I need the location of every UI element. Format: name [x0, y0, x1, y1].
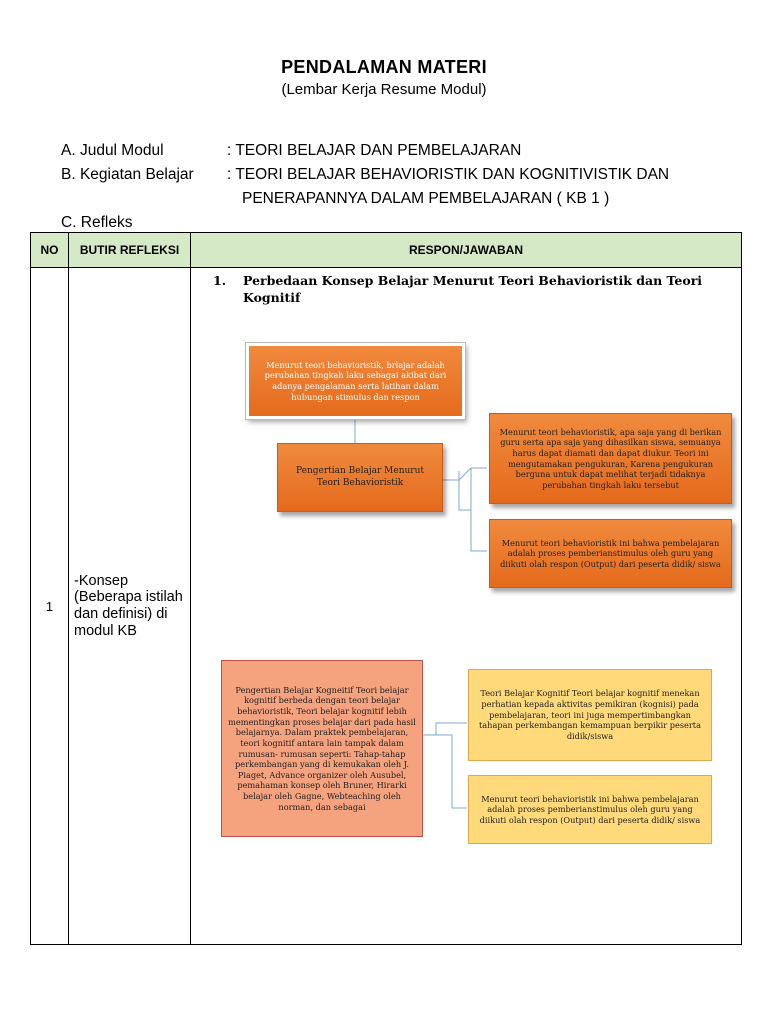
activity-value-line1: : TEORI BELAJAR BEHAVIORISTIK DAN KOGNITIVISTIK DAN	[227, 166, 670, 183]
row-butir: -Konsep (Beberapa istilah dan definisi) di modul KB	[69, 268, 191, 945]
cognitive-learning-box: Menurut teori behavioristik ini bahwa pembelajaran adalah proses pemberianstimulus oleh guru yang diikuti olah respon (Output) dari peserta didik/ siswa	[468, 775, 712, 844]
heading-text: Perbedaan Konsep Belajar Menurut Teori Behavioristik dan Teori Kognitif	[243, 273, 703, 305]
table-row	[31, 268, 742, 945]
cognitive-definition-box: Pengertian Belajar Kogneitif Teori belajar kognitif berbeda dengan teori belajar behavioristik, Teori belajar kognitif lebih mementingkan proses belajar dari pada hasil belajarnya. Dalam praktek pembelajaran, teori kognitif antara lain tampak dalam rumusan- rumusan seperti: Tahap-tahap perkembangan yang di kemukakan oleh J. Piaget, Advance organizer oleh Ausubel, pemahaman konsep oleh Bruner, Hirarki belajar oleh Gagne, Webteaching oleh norman, dan sebagai	[221, 660, 423, 837]
header-no: NO	[31, 233, 69, 268]
behavioristic-definition-box: Menurut teori behavioristik, brlajar adalah perubahan tingkah laku sebagai akibat dari adanya pengalaman serta latihan dalam hubungan stimulus dan respon	[246, 343, 465, 419]
row-number: 1	[31, 268, 69, 945]
activity-value-line2: PENERAPANNYA DALAM PEMBELAJARAN ( KB 1 )	[242, 190, 610, 207]
module-title-label: A. Judul Modul	[61, 142, 164, 159]
page-subtitle: (Lembar Kerja Resume Modul)	[281, 81, 487, 98]
reflection-table	[30, 232, 742, 945]
row-response	[191, 268, 742, 945]
behavioristic-measurement-box: Menurut teori behavioristik, apa saja yang di berikan guru serta apa saja yang dihasilkan siswa, semuanya harus dapat diamati dan dapat diukur. Teori ini mengutamakan pengukuran, Karena pengukuran berguna untuk dapat melihat terjadi tidaknya perubahan tingkah laku tersebut	[489, 413, 732, 504]
activity-label: B. Kegiatan Belajar	[61, 166, 194, 183]
cognitive-theory-box: Teori Belajar Kognitif Teori belajar kognitif menekan perhatian kepada aktivitas pemikiran (kognisi) pada pembelajaran, teori ini juga mempertimbangkan tahapan perkembangan kemampuan berpikir peserta didik/siswa	[468, 669, 712, 761]
page-title: PENDALAMAN MATERI	[281, 57, 487, 77]
behavioristic-learning-box: Menurut teori behavioristik ini bahwa pembelajaran adalah proses pemberianstimulus oleh guru yang diikuti olah respon (Output) dari peserta didik/ siswa	[489, 519, 732, 588]
heading-number: 1.	[213, 273, 227, 288]
reflection-label: C. Refleks	[61, 214, 133, 231]
header-butir: BUTIR REFLEKSI	[69, 233, 191, 268]
behavioristic-center-box: Pengertian Belajar Menurut Teori Behavioristik	[277, 443, 443, 512]
header-respon: RESPON/JAWABAN	[191, 233, 742, 268]
module-title-value: : TEORI BELAJAR DAN PEMBELAJARAN	[227, 142, 522, 159]
